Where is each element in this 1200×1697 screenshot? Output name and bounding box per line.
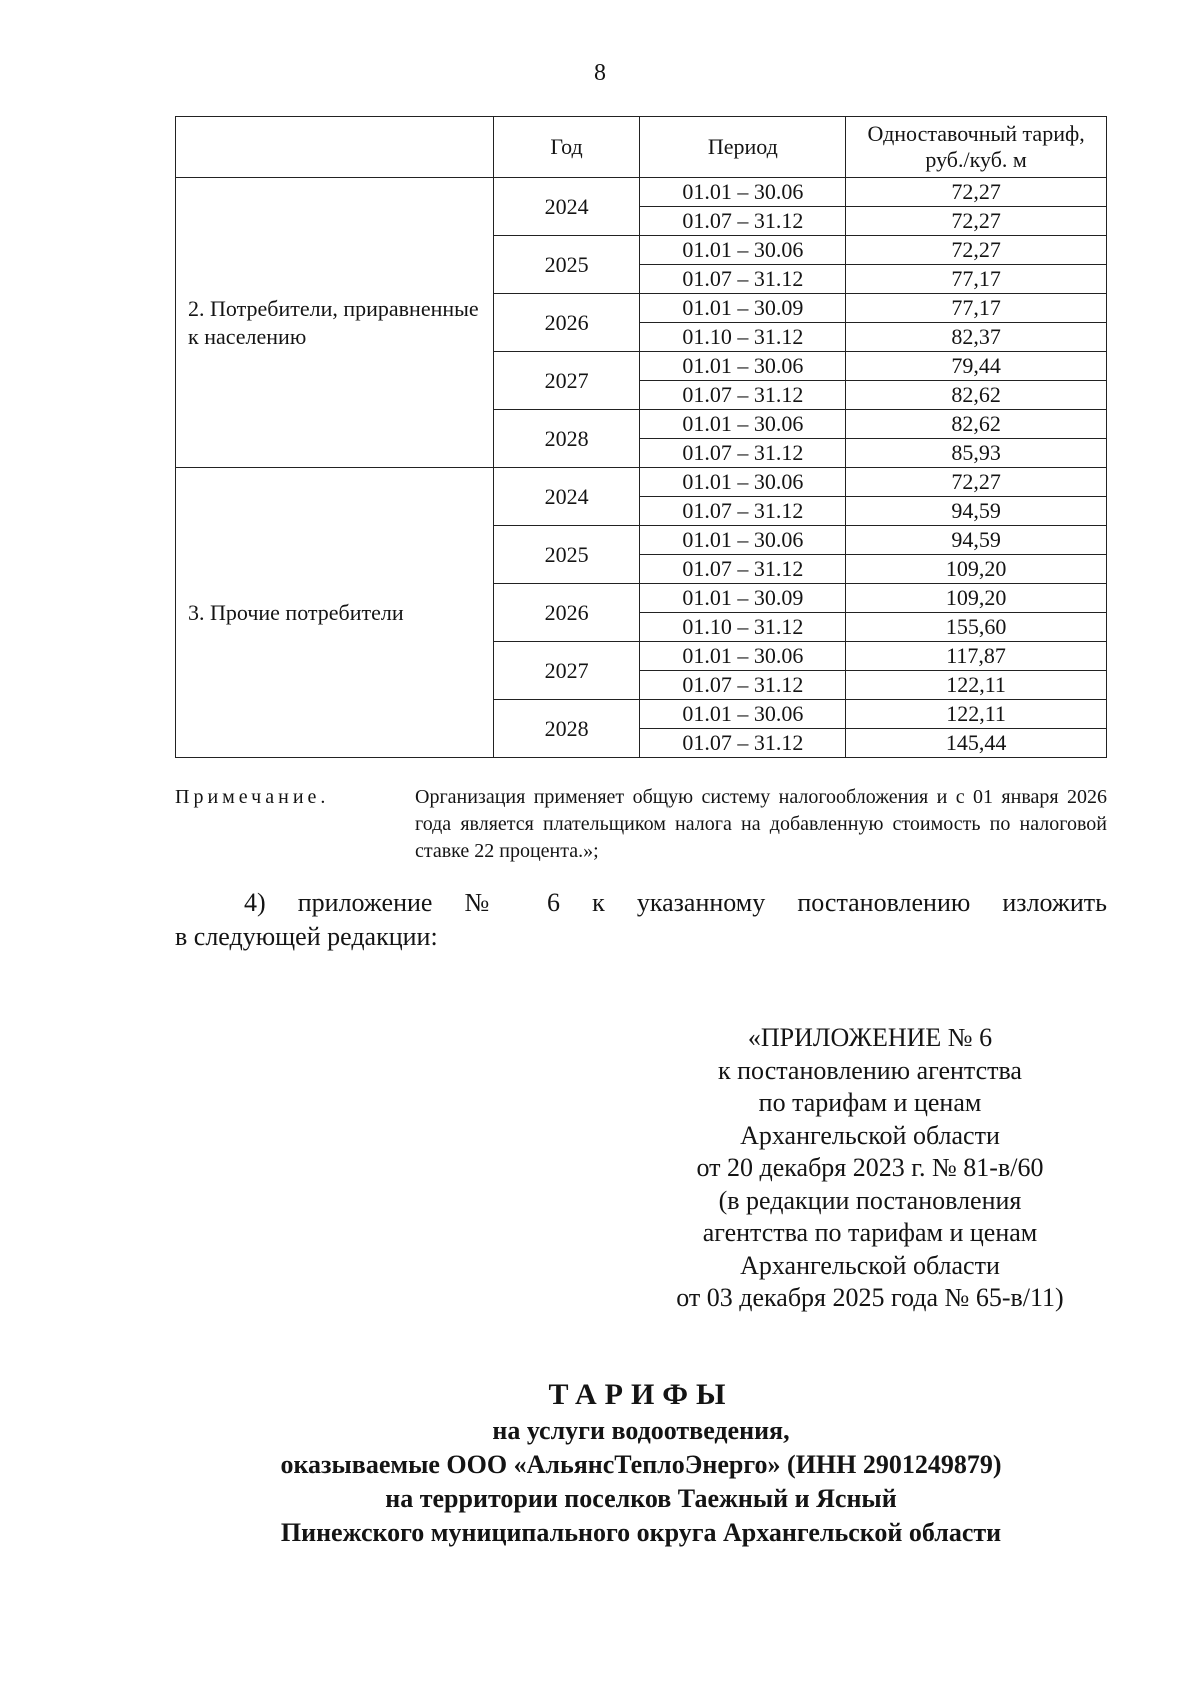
tariff-cell: 145,44 xyxy=(846,729,1107,758)
period-cell: 01.07 – 31.12 xyxy=(640,381,846,410)
appendix-line: от 20 декабря 2023 г. № 81-в/60 xyxy=(696,1153,1044,1182)
appendix-line: по тарифам и ценам xyxy=(758,1088,982,1117)
period-cell: 01.07 – 31.12 xyxy=(640,497,846,526)
tariff-table xyxy=(175,116,1107,758)
instruction-line-1: 4) приложение № 6 к указанному постановлению изложить xyxy=(244,888,1107,917)
period-cell: 01.01 – 30.06 xyxy=(640,642,846,671)
year-cell: 2024 xyxy=(493,178,640,236)
year-cell: 2025 xyxy=(493,526,640,584)
appendix-line: к постановлению агентства xyxy=(718,1055,1022,1085)
period-cell: 01.07 – 31.12 xyxy=(640,265,846,294)
instruction-paragraph xyxy=(175,886,1107,954)
title-line: оказываемые ООО «АльянсТеплоЭнерго» (ИНН 2901249879) xyxy=(280,1450,1002,1479)
tariff-cell: 79,44 xyxy=(846,352,1107,381)
table-row xyxy=(176,468,1107,497)
period-cell: 01.10 – 31.12 xyxy=(640,613,846,642)
document-title xyxy=(175,1376,1107,1550)
period-cell: 01.01 – 30.06 xyxy=(640,236,846,265)
page-number: 8 xyxy=(594,60,606,86)
table-body xyxy=(176,178,1107,758)
appendix-line: от 03 декабря 2025 года № 65-в/11) xyxy=(676,1283,1064,1312)
tariff-cell: 72,27 xyxy=(846,236,1107,265)
tariff-cell: 72,27 xyxy=(846,178,1107,207)
period-cell: 01.01 – 30.09 xyxy=(640,294,846,323)
year-cell: 2025 xyxy=(493,236,640,294)
appendix-header xyxy=(640,1022,1100,1315)
tariff-cell: 109,20 xyxy=(846,584,1107,613)
consumer-group-cell: 2. Потребители, приравненные к населению xyxy=(176,178,494,468)
period-cell: 01.10 – 31.12 xyxy=(640,323,846,352)
period-cell: 01.01 – 30.06 xyxy=(640,526,846,555)
header-year: Год xyxy=(493,117,640,178)
appendix-line: Архангельской области xyxy=(740,1120,1000,1150)
tariff-cell: 82,37 xyxy=(846,323,1107,352)
title-line: на услуги водоотведения, xyxy=(492,1416,790,1445)
year-cell: 2026 xyxy=(493,584,640,642)
year-cell: 2027 xyxy=(493,352,640,410)
title-line: Пинежского муниципального округа Архангельской области xyxy=(280,1518,1002,1547)
tariff-cell: 72,27 xyxy=(846,207,1107,236)
period-cell: 01.01 – 30.06 xyxy=(640,468,846,497)
period-cell: 01.07 – 31.12 xyxy=(640,207,846,236)
period-cell: 01.07 – 31.12 xyxy=(640,671,846,700)
appendix-line: агентства по тарифам и ценам xyxy=(702,1218,1038,1247)
period-cell: 01.01 – 30.06 xyxy=(640,410,846,439)
note-label: Примечание. xyxy=(175,786,330,808)
period-cell: 01.07 – 31.12 xyxy=(640,729,846,758)
period-cell: 01.01 – 30.06 xyxy=(640,700,846,729)
year-cell: 2028 xyxy=(493,700,640,758)
appendix-line: «ПРИЛОЖЕНИЕ № 6 xyxy=(747,1023,993,1052)
header-period: Период xyxy=(640,117,846,178)
tariff-cell: 117,87 xyxy=(846,642,1107,671)
tariff-cell: 155,60 xyxy=(846,613,1107,642)
consumer-group-cell: 3. Прочие потребители xyxy=(176,468,494,758)
tariff-cell: 94,59 xyxy=(846,497,1107,526)
period-cell: 01.07 – 31.12 xyxy=(640,439,846,468)
table-row xyxy=(176,178,1107,207)
title-line: на территории поселков Таежный и Ясный xyxy=(385,1484,897,1513)
tariff-cell: 94,59 xyxy=(846,526,1107,555)
tariff-cell: 109,20 xyxy=(846,555,1107,584)
tariff-cell: 82,62 xyxy=(846,410,1107,439)
tariff-cell: 72,27 xyxy=(846,468,1107,497)
title-heading: ТАРИФЫ xyxy=(548,1378,734,1411)
period-cell: 01.07 – 31.12 xyxy=(640,555,846,584)
note-text: Организация применяет общую систему налогообложения и с 01 января 2026 года является плательщиком налога на добавленную стоимость по налоговой ставке 22 процента.»; xyxy=(415,786,1107,862)
table-header-row xyxy=(176,117,1107,178)
period-cell: 01.01 – 30.06 xyxy=(640,352,846,381)
header-tariff: Одноставочный тариф, руб./куб. м xyxy=(846,117,1107,178)
tariff-cell: 85,93 xyxy=(846,439,1107,468)
year-cell: 2024 xyxy=(493,468,640,526)
period-cell: 01.01 – 30.09 xyxy=(640,584,846,613)
tariff-cell: 77,17 xyxy=(846,265,1107,294)
instruction-line-2: в следующей редакции: xyxy=(175,922,438,951)
tariff-cell: 122,11 xyxy=(846,671,1107,700)
header-group xyxy=(176,117,494,178)
year-cell: 2027 xyxy=(493,642,640,700)
period-cell: 01.01 – 30.06 xyxy=(640,178,846,207)
tariff-cell: 77,17 xyxy=(846,294,1107,323)
year-cell: 2028 xyxy=(493,410,640,468)
appendix-line: (в редакции постановления xyxy=(718,1185,1022,1215)
tariff-cell: 122,11 xyxy=(846,700,1107,729)
tariff-cell: 82,62 xyxy=(846,381,1107,410)
year-cell: 2026 xyxy=(493,294,640,352)
appendix-line: Архангельской области xyxy=(740,1250,1000,1280)
